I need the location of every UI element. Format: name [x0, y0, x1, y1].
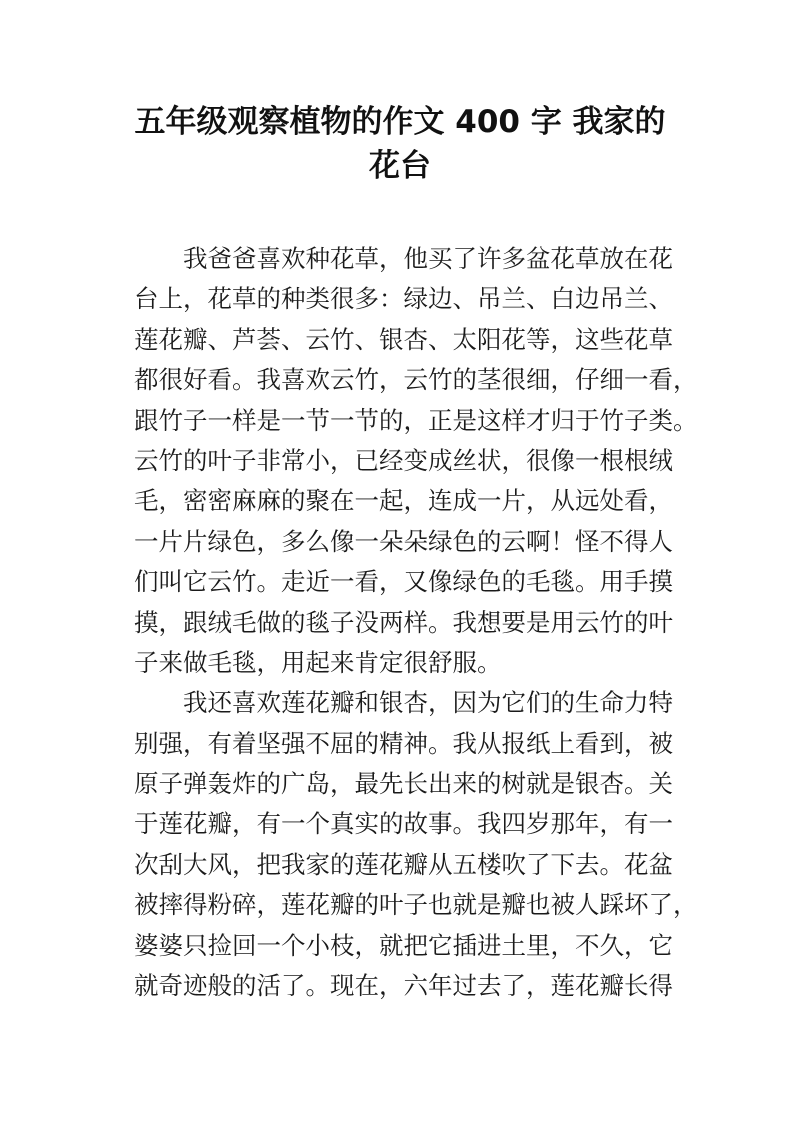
text-line: 莲花瓣、芦荟、云竹、银杏、太阳花等，这些花草 [134, 324, 673, 354]
title-line: 五年级观察植物的作文 400 字 我家的 [134, 104, 666, 140]
text-line: 毛，密密麻麻的聚在一起，连成一片，从远处看， [134, 486, 673, 516]
text-line: 跟竹子一样是一节一节的，正是这样才归于竹子类。 [134, 405, 698, 435]
text-line: 云竹的叶子非常小，已经变成丝状，很像一根根绒 [134, 445, 673, 475]
text-line: 我还喜欢莲花瓣和银杏，因为它们的生命力特 [183, 688, 673, 718]
paragraph-2 [134, 683, 698, 1006]
text-line: 被摔得粉碎，莲花瓣的叶子也就是瓣也被人踩坏了， [134, 890, 698, 920]
document-body [134, 239, 698, 1006]
text-line: 于莲花瓣，有一个真实的故事。我四岁那年，有一 [134, 809, 673, 839]
text-line: 子来做毛毯，用起来肯定很舒服。 [134, 647, 502, 677]
text-line: 次刮大风，把我家的莲花瓣从五楼吹了下去。花盆 [134, 849, 673, 879]
text-line: 台上，花草的种类很多：绿边、吊兰、白边吊兰、 [134, 284, 673, 314]
text-line: 都很好看。我喜欢云竹，云竹的茎很细，仔细一看， [134, 365, 698, 395]
paragraph-1 [134, 239, 698, 683]
text-line: 一片片绿色，多么像一朵朵绿色的云啊！怪不得人 [134, 526, 673, 556]
text-line: 们叫它云竹。走近一看，又像绿色的毛毯。用手摸 [134, 567, 673, 597]
text-line: 就奇迹般的活了。现在，六年过去了，莲花瓣长得 [134, 971, 673, 1001]
text-line: 原子弹轰炸的广岛，最先长出来的树就是银杏。关 [134, 769, 673, 799]
document-title [100, 100, 700, 188]
text-line: 婆婆只捡回一个小枝，就把它插进土里，不久，它 [134, 930, 673, 960]
text-line: 我爸爸喜欢种花草，他买了许多盆花草放在花 [183, 244, 673, 273]
text-line: 摸，跟绒毛做的毯子没两样。我想要是用云竹的叶 [134, 607, 673, 637]
title-line: 花台 [369, 148, 431, 184]
text-line: 别强，有着坚强不屈的精神。我从报纸上看到，被 [134, 728, 673, 758]
